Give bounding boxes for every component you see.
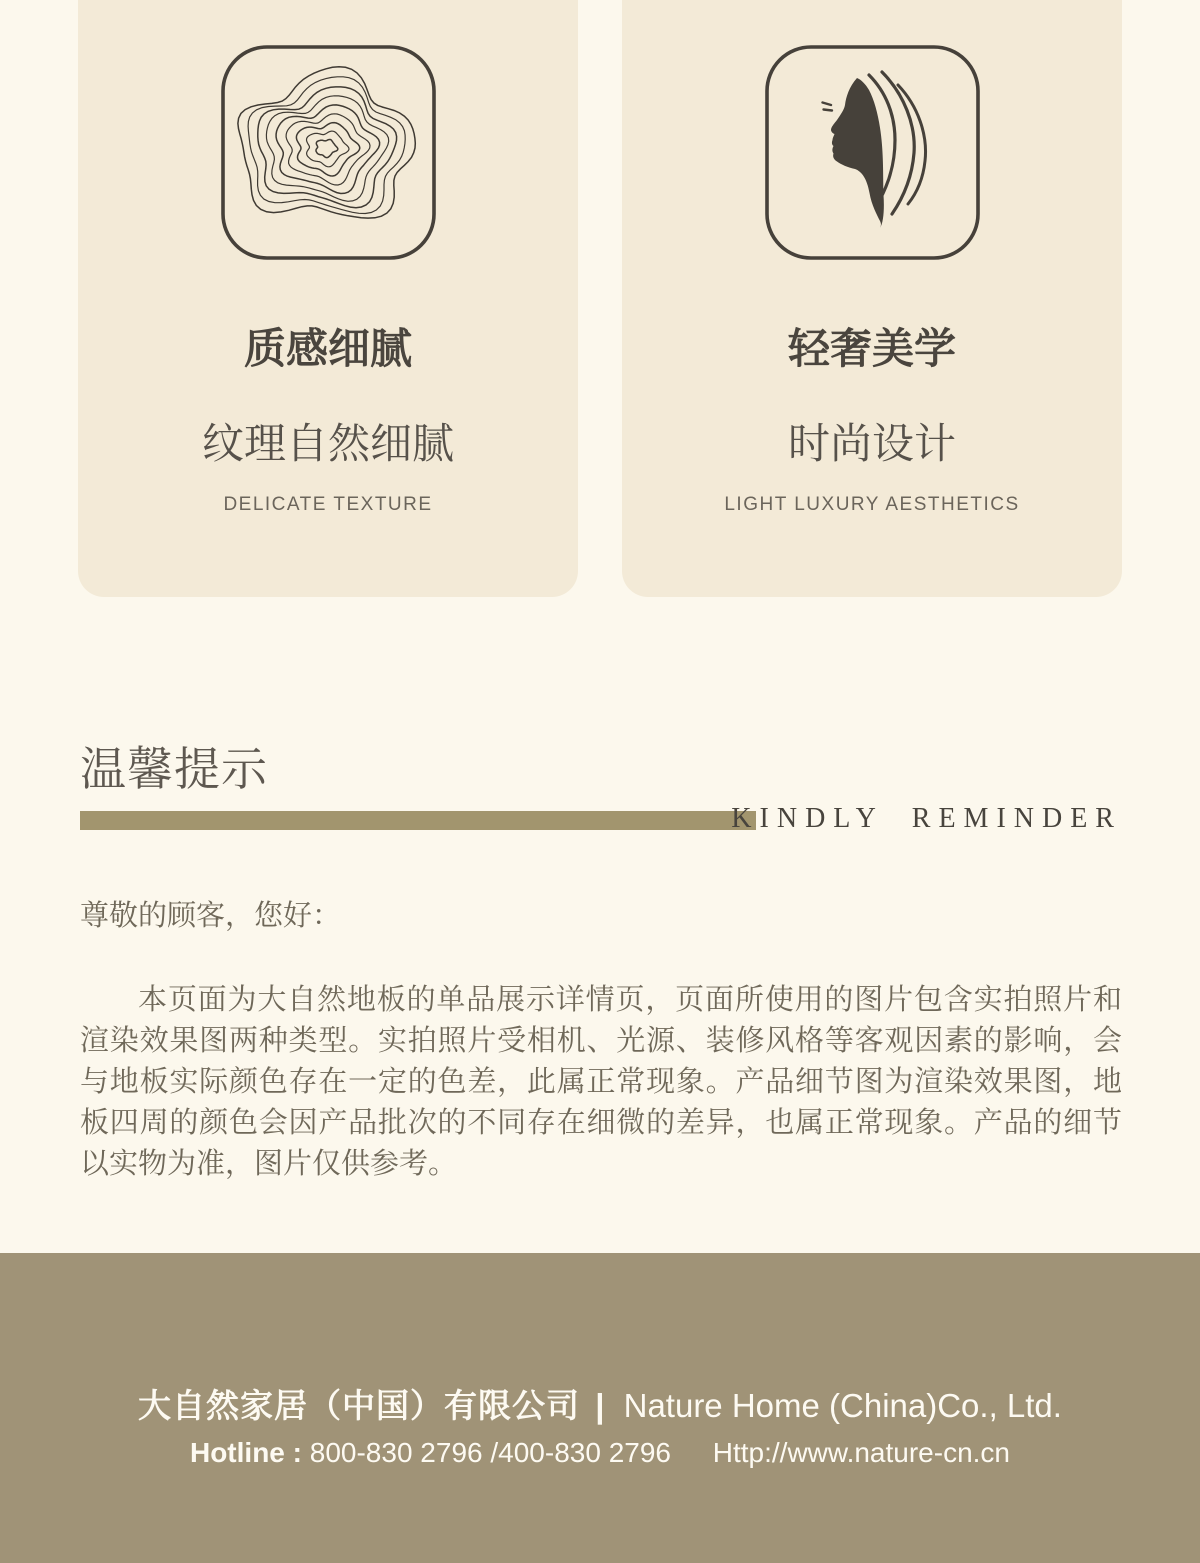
reminder-heading: 温馨提示 — [80, 743, 268, 795]
card-subtitle: 时尚设计 — [787, 420, 956, 467]
reminder-divider-row — [80, 803, 1122, 834]
card-subtitle: 纹理自然细腻 — [201, 420, 454, 467]
company-line — [138, 1385, 1062, 1426]
wood-ring-contour — [316, 140, 338, 158]
hotline-numbers: 800-830 2796 /400-830 2796 — [309, 1437, 671, 1469]
hotline-line — [190, 1435, 1010, 1470]
eyelash-strokes — [822, 103, 832, 111]
card-caption: DELICATE TEXTURE — [223, 494, 433, 515]
card-title: 轻奢美学 — [787, 325, 956, 372]
wood-ring-contour — [266, 96, 388, 202]
feature-cards-section — [0, 0, 1200, 597]
reminder-section — [0, 597, 1200, 1253]
footer — [0, 1253, 1200, 1563]
reminder-heading-en: KINDLY REMINDER — [731, 803, 1122, 834]
hotline-label: Hotline : — [189, 1437, 302, 1469]
wood-ring-contour — [306, 131, 349, 167]
wood-rings-icon — [221, 45, 436, 260]
company-name-en: Nature Home (China)Co., Ltd. — [623, 1387, 1062, 1424]
card-caption: LIGHT LUXURY AESTHETICS — [724, 494, 1020, 515]
greeting-text: 尊敬的顾客，您好： — [80, 900, 342, 932]
website-url: Http://www.nature-cn.cn — [712, 1437, 1010, 1469]
woman-profile-icon — [765, 45, 980, 260]
company-divider: | — [595, 1387, 605, 1424]
hair-strand-2 — [882, 72, 914, 214]
feature-card-texture — [78, 0, 578, 597]
feature-card-aesthetics — [622, 0, 1122, 597]
wood-rings-svg — [221, 45, 436, 260]
reminder-divider-bar — [80, 811, 756, 830]
company-name-cn: 大自然家居（中国）有限公司 — [138, 1387, 581, 1424]
notice-paragraph: 本页面为大自然地板的单品展示详情页，页面所使用的图片包含实拍照片和渲染效果图两种类型。实拍照片受相机、光源、装修风格等客观因素的影响，会与地板实际颜色存在一定的色差，此属正常现象。产品细节图为渲染效果图，地板四周的颜色会因产品批次的不同存在细微的差异，也属正常现象。产品的细节以实物为准，图片仅供参考。 — [80, 983, 1122, 1180]
card-title: 质感细腻 — [243, 325, 412, 372]
